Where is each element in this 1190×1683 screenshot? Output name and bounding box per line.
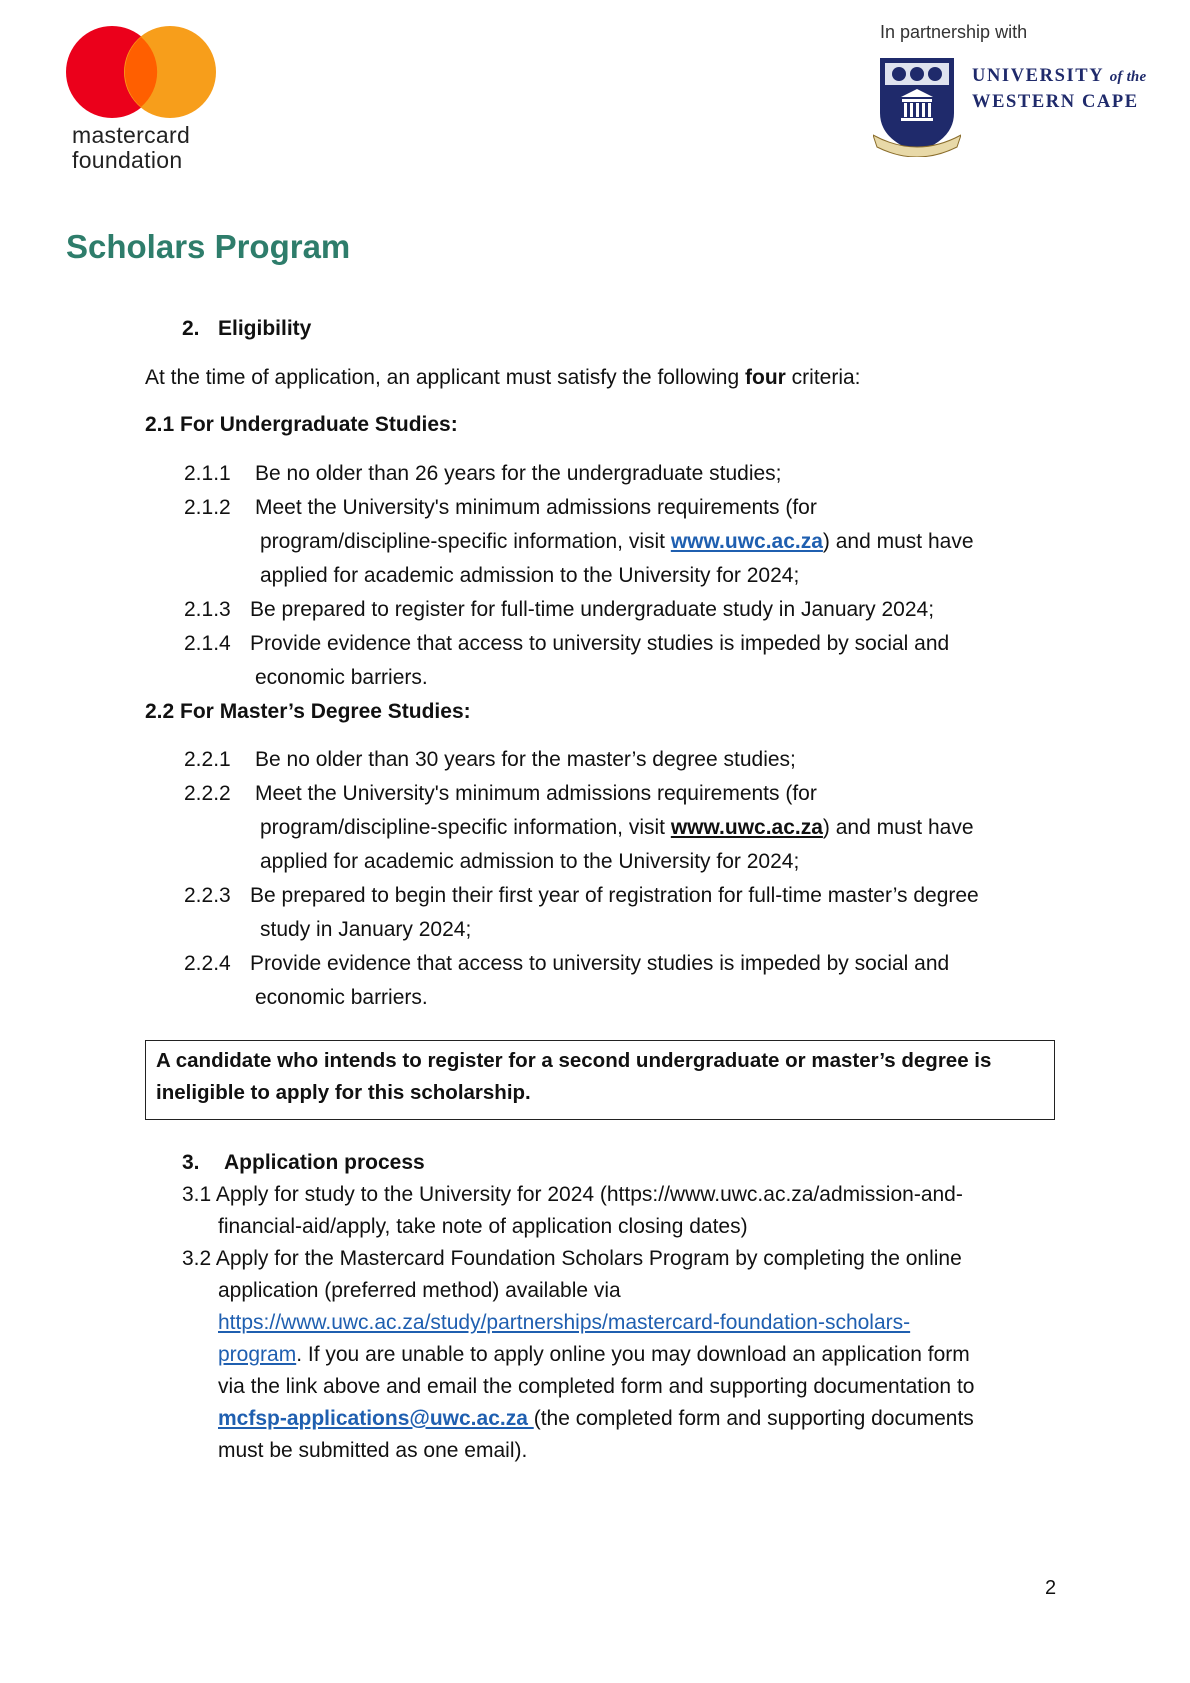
partnership-text: In partnership with [880, 22, 1028, 42]
section2-1-heading: 2.1 For Undergraduate Studies: [145, 413, 458, 436]
item-text: Provide evidence that access to university studies is impeded by social and [250, 952, 950, 975]
page-number: 2 [1045, 1577, 1057, 1599]
step-3-1-line2: financial-aid/apply, take note of application closing dates) [218, 1215, 748, 1238]
item-text: Be prepared to register for full-time undergraduate study in January 2024; [250, 598, 935, 621]
uwc-website-link[interactable]: www.uwc.ac.za [670, 530, 823, 553]
item-text: Provide evidence that access to university studies is impeded by social and [250, 632, 950, 655]
item-text: Meet the University's minimum admissions requirements (for [255, 496, 817, 519]
section2-intro: At the time of application, an applicant must satisfy the following four criteria: [145, 366, 861, 389]
item-number: 2.1.2 [184, 496, 231, 519]
step-3-2-line5: via the link above and email the completed form and supporting documentation to [218, 1375, 975, 1398]
item-number: 2.2.3 [184, 884, 231, 907]
step-3-1-line1: 3.1 Apply for study to the University for 2024 (https://www.uwc.ac.za/admission-and- [182, 1183, 963, 1206]
item-text: Be no older than 26 years for the undergraduate studies; [255, 462, 782, 485]
item-number: 2.1.1 [184, 462, 231, 485]
item-text: Be no older than 30 years for the master’s degree studies; [255, 748, 796, 771]
item-text: Meet the University's minimum admissions requirements (for [255, 782, 817, 805]
step-3-2-line2: application (preferred method) available via [218, 1279, 621, 1302]
uwc-website-link[interactable]: www.uwc.ac.za [670, 816, 823, 839]
step-3-2-line4: program. If you are unable to apply online you may download an application form [218, 1343, 970, 1366]
item-number: 2.2.1 [184, 748, 231, 771]
item-number: 2.1.4 [184, 632, 231, 655]
item-text-line2: economic barriers. [255, 986, 428, 1009]
application-email-link[interactable]: mcfsp-applications@uwc.ac.za [218, 1407, 534, 1430]
uwc-name-line2: WESTERN CAPE [972, 92, 1139, 112]
section3-heading: Application process [224, 1151, 425, 1174]
foundation-logo-text: foundation [72, 147, 183, 173]
item-number: 2.2.2 [184, 782, 231, 805]
notice-line1: A candidate who intends to register for a second undergraduate or master’s degree is [156, 1049, 992, 1072]
item-number: 2.1.3 [184, 598, 231, 621]
mastercard-foundation-logo-icon [66, 26, 216, 118]
ineligibility-notice-box [145, 1040, 1055, 1120]
notice-line2: ineligible to apply for this scholarship. [156, 1081, 531, 1104]
section3-number: 3. [182, 1151, 200, 1174]
scholars-program-link-cont[interactable]: program [218, 1343, 297, 1366]
step-3-2-line6: mcfsp-applications@uwc.ac.za (the completed form and supporting documents [218, 1407, 974, 1430]
scholars-program-link[interactable]: https://www.uwc.ac.za/study/partnerships/mastercard-foundation-scholars- [218, 1311, 911, 1334]
section2-2-heading: 2.2 For Master’s Degree Studies: [145, 700, 471, 723]
item-text-line2: study in January 2024; [260, 918, 472, 941]
item-text-line2: program/discipline-specific information, visit www.uwc.ac.za) and must have [260, 816, 974, 839]
section2-number: 2. [182, 317, 200, 340]
step-3-2-line7: must be submitted as one email). [218, 1439, 528, 1462]
item-number: 2.2.4 [184, 952, 231, 975]
item-text-line3: applied for academic admission to the University for 2024; [260, 850, 800, 873]
item-text: Be prepared to begin their first year of registration for full-time master’s degree [250, 884, 979, 907]
step-3-2-link-line1 [218, 1312, 910, 1333]
mastercard-logo-text: mastercard [72, 122, 191, 148]
uwc-name-line1: UNIVERSITY of the [972, 66, 1147, 86]
item-text-line2: economic barriers. [255, 666, 428, 689]
item-text-line2: program/discipline-specific information, visit www.uwc.ac.za) and must have [260, 530, 974, 553]
section2-heading: Eligibility [218, 317, 312, 340]
uwc-crest-icon [873, 55, 961, 157]
program-title: Scholars Program [66, 228, 351, 265]
item-text-line3: applied for academic admission to the University for 2024; [260, 564, 800, 587]
step-3-2-line1: 3.2 Apply for the Mastercard Foundation Scholars Program by completing the online [182, 1247, 962, 1270]
